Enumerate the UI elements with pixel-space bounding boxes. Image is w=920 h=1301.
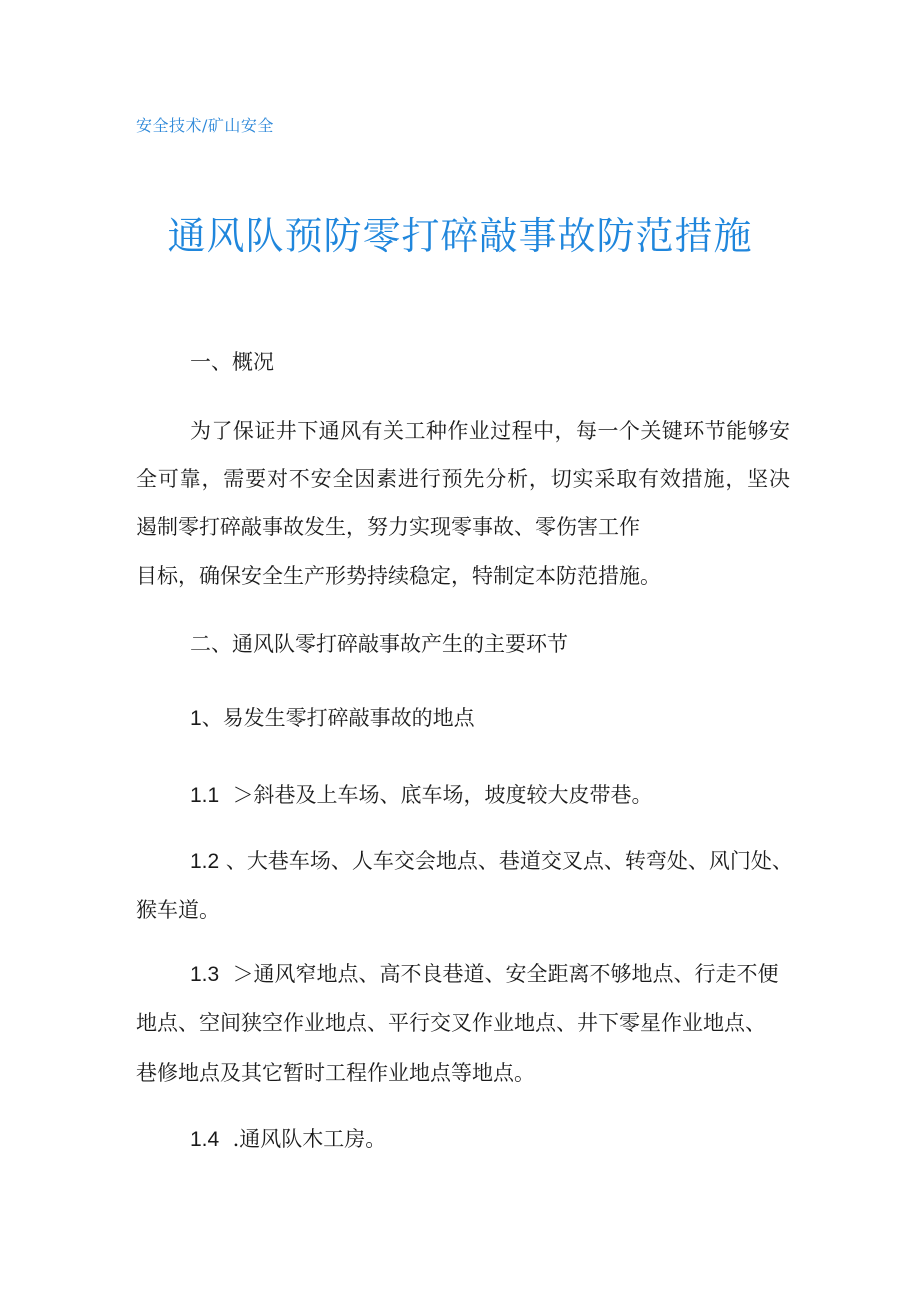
section-heading-main-links: 二、通风队零打碎敲事故产生的主要环节 <box>190 632 568 656</box>
item-number: 1.1 <box>190 784 220 807</box>
item-continuation: 巷修地点及其它暂时工程作业地点等地点。 <box>136 1061 535 1085</box>
item-text: ＞斜巷及上车场、底车场，坡度较大皮带巷。 <box>232 783 653 807</box>
subsection-text: 、易发生零打碎敲事故的地点 <box>201 706 475 730</box>
subsection-heading <box>190 703 475 734</box>
item-text: .通风队木工房。 <box>232 1127 387 1151</box>
item-text: 、大巷车场、人车交会地点、巷道交叉点、转弯处、风门处、 <box>225 849 793 873</box>
list-item <box>190 780 653 811</box>
item-continuation: 地点、空间狭空作业地点、平行交叉作业地点、井下零星作业地点、 <box>136 1011 766 1035</box>
item-continuation: 猴车道。 <box>136 898 220 922</box>
paragraph-line: 目标，确保安全生产形势持续稳定，特制定本防范措施。 <box>136 564 661 588</box>
list-item <box>190 1124 386 1155</box>
list-item <box>190 959 779 990</box>
item-number: 1.4 <box>190 1128 220 1151</box>
item-number: 1.3 <box>190 963 220 986</box>
paragraph-line: 全可靠，需要对不安全因素进行预先分析，切实采取有效措施，坚决 <box>136 467 790 491</box>
item-text: ＞通风窄地点、高不良巷道、安全距离不够地点、行走不便 <box>232 962 779 986</box>
item-number: 1.2 <box>190 850 220 873</box>
document-category: 安全技术/矿山安全 <box>136 116 274 135</box>
subsection-number: 1 <box>190 707 202 730</box>
section-heading-overview: 一、概况 <box>190 350 274 374</box>
document-title: 通风队预防零打碎敲事故防范措施 <box>167 214 753 258</box>
paragraph-line: 为了保证井下通风有关工种作业过程中，每一个关键环节能够安 <box>190 419 790 443</box>
list-item <box>190 846 793 877</box>
paragraph-line: 遏制零打碎敲事故发生，努力实现零事故、零伤害工作 <box>136 515 640 539</box>
